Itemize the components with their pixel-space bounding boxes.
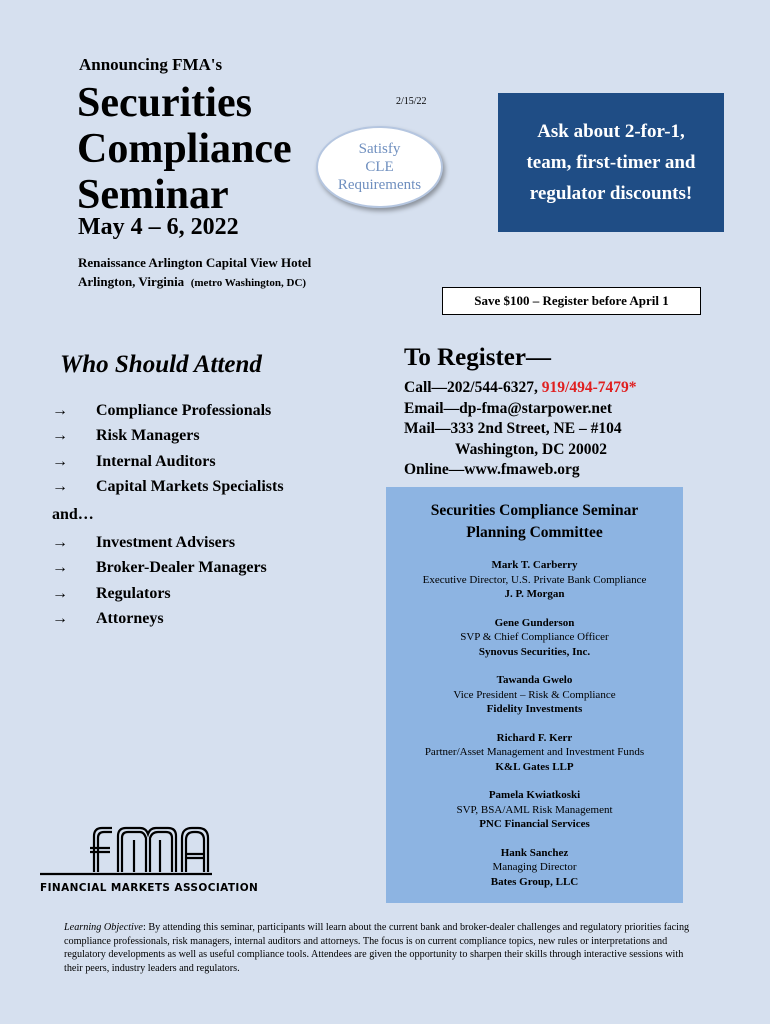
member-name: Mark T. Carberry — [491, 559, 578, 571]
arrow-icon: → — [52, 427, 68, 445]
and-label: and… — [52, 506, 94, 523]
member-org: Bates Group, LLC — [490, 875, 579, 888]
committee-heading-line: Securities Compliance Seminar — [430, 502, 639, 519]
discount-line: Ask about 2-for-1, — [537, 121, 685, 142]
venue-location — [78, 272, 311, 293]
member-role: Partner/Asset Management and Investment Funds — [424, 746, 645, 758]
cle-badge-line: Satisfy — [358, 141, 401, 157]
arrow-icon: → — [52, 559, 68, 577]
attendee-label: Internal Auditors — [96, 452, 216, 470]
member-role: Managing Director — [492, 861, 577, 873]
cle-badge-line: CLE — [365, 159, 394, 175]
committee-member — [386, 616, 683, 660]
register-mail: Mail—333 2nd Street, NE – #104 — [404, 420, 622, 437]
register-email: Email—dp-fma@starpower.net — [404, 399, 613, 417]
member-org: Synovus Securities, Inc. — [478, 645, 591, 658]
attendee-label: Regulators — [96, 584, 171, 602]
register-heading: To Register— — [404, 344, 551, 371]
member-role: Vice President – Risk & Compliance — [453, 688, 616, 701]
member-org: K&L Gates LLP — [495, 760, 574, 773]
arrow-icon: → — [52, 401, 68, 419]
attendee-item — [52, 398, 284, 424]
seminar-title — [77, 80, 292, 218]
member-role: SVP, BSA/AML Risk Management — [456, 803, 613, 816]
attendee-item — [52, 581, 284, 607]
member-role: SVP & Chief Compliance Officer — [460, 631, 609, 643]
attendee-item — [52, 556, 284, 582]
attendee-item — [52, 530, 284, 556]
attendee-label: Broker-Dealer Managers — [96, 559, 267, 577]
member-org: J. P. Morgan — [504, 588, 565, 600]
announcement-line: Announcing FMA's — [79, 55, 223, 74]
committee-heading-line: Planning Committee — [466, 524, 603, 541]
attendee-label: Investment Advisers — [96, 533, 236, 551]
objective-label: Learning Objective — [64, 922, 143, 933]
title-line: Seminar — [77, 172, 229, 218]
logo-wordmark: FINANCIAL MARKETS ASSOCIATION — [40, 882, 259, 894]
arrow-icon: → — [52, 584, 68, 602]
attendee-item — [52, 607, 284, 633]
attendee-item — [52, 475, 284, 501]
committee-member — [386, 731, 683, 775]
committee-member — [386, 558, 683, 602]
title-line: Compliance — [77, 126, 292, 172]
register-phone — [404, 378, 637, 399]
register-details — [404, 378, 637, 481]
member-org: PNC Financial Services — [479, 818, 590, 830]
register-mail-city: Washington, DC 20002 — [455, 440, 608, 458]
attendee-list — [52, 398, 284, 632]
committee-heading — [386, 500, 683, 544]
seminar-dates: May 4 – 6, 2022 — [78, 214, 239, 240]
committee-member — [386, 673, 683, 717]
attendee-label: Compliance Professionals — [96, 401, 272, 419]
early-registration-box: Save $100 – Register before April 1 — [442, 287, 701, 315]
objective-text: : By attending this seminar, participants will learn about the current bank and broker-dealer challenges and regulatory priorities facing compliance professionals, risk managers, internal auditors and attorneys. The focus is on current compliance topics, new rules or interpretations and regulatory developments as well as useful compliance tools. Attendees are given the opportunity to sharpen their skills through interactive sessions with their peers, industry leaders and regulators. — [64, 922, 690, 974]
member-name: Hank Sanchez — [500, 846, 569, 859]
attendee-label: Risk Managers — [96, 427, 200, 445]
learning-objective — [64, 921, 704, 975]
member-name: Pamela Kwiatkoski — [488, 789, 581, 801]
member-org: Fidelity Investments — [486, 703, 583, 715]
cle-badge-line: Requirements — [337, 177, 422, 193]
discount-line: regulator discounts! — [529, 183, 693, 204]
revision-date: 2/15/22 — [396, 96, 427, 107]
discount-box — [498, 93, 724, 232]
member-name: Gene Gunderson — [494, 616, 575, 629]
committee-member — [386, 788, 683, 832]
title-line: Securities — [77, 80, 252, 126]
attendee-item — [52, 449, 284, 475]
who-should-attend-heading: Who Should Attend — [60, 351, 262, 378]
member-role: Executive Director, U.S. Private Bank Compliance — [422, 573, 647, 586]
arrow-icon: → — [52, 533, 68, 551]
phone-primary: Call—202/544-6327, — [404, 379, 542, 396]
register-online: Online—www.fmaweb.org — [404, 461, 580, 478]
attendee-label: Attorneys — [96, 610, 164, 628]
planning-committee-box — [386, 487, 683, 903]
attendee-label: Capital Markets Specialists — [96, 478, 284, 496]
phone-alternate: 919/494-7479* — [541, 379, 637, 396]
committee-member — [386, 846, 683, 890]
arrow-icon: → — [52, 452, 68, 470]
venue-metro: (metro Washington, DC) — [190, 277, 307, 289]
venue-city: Arlington, Virginia — [78, 274, 185, 289]
attendee-item — [52, 424, 284, 450]
venue — [78, 253, 311, 293]
arrow-icon: → — [52, 478, 68, 496]
discount-line: team, first-timer and — [526, 152, 696, 173]
cle-badge — [316, 126, 443, 208]
member-name: Tawanda Gwelo — [496, 674, 573, 686]
arrow-icon: → — [52, 610, 68, 628]
venue-hotel: Renaissance Arlington Capital View Hotel — [78, 255, 312, 270]
member-name: Richard F. Kerr — [496, 731, 573, 744]
